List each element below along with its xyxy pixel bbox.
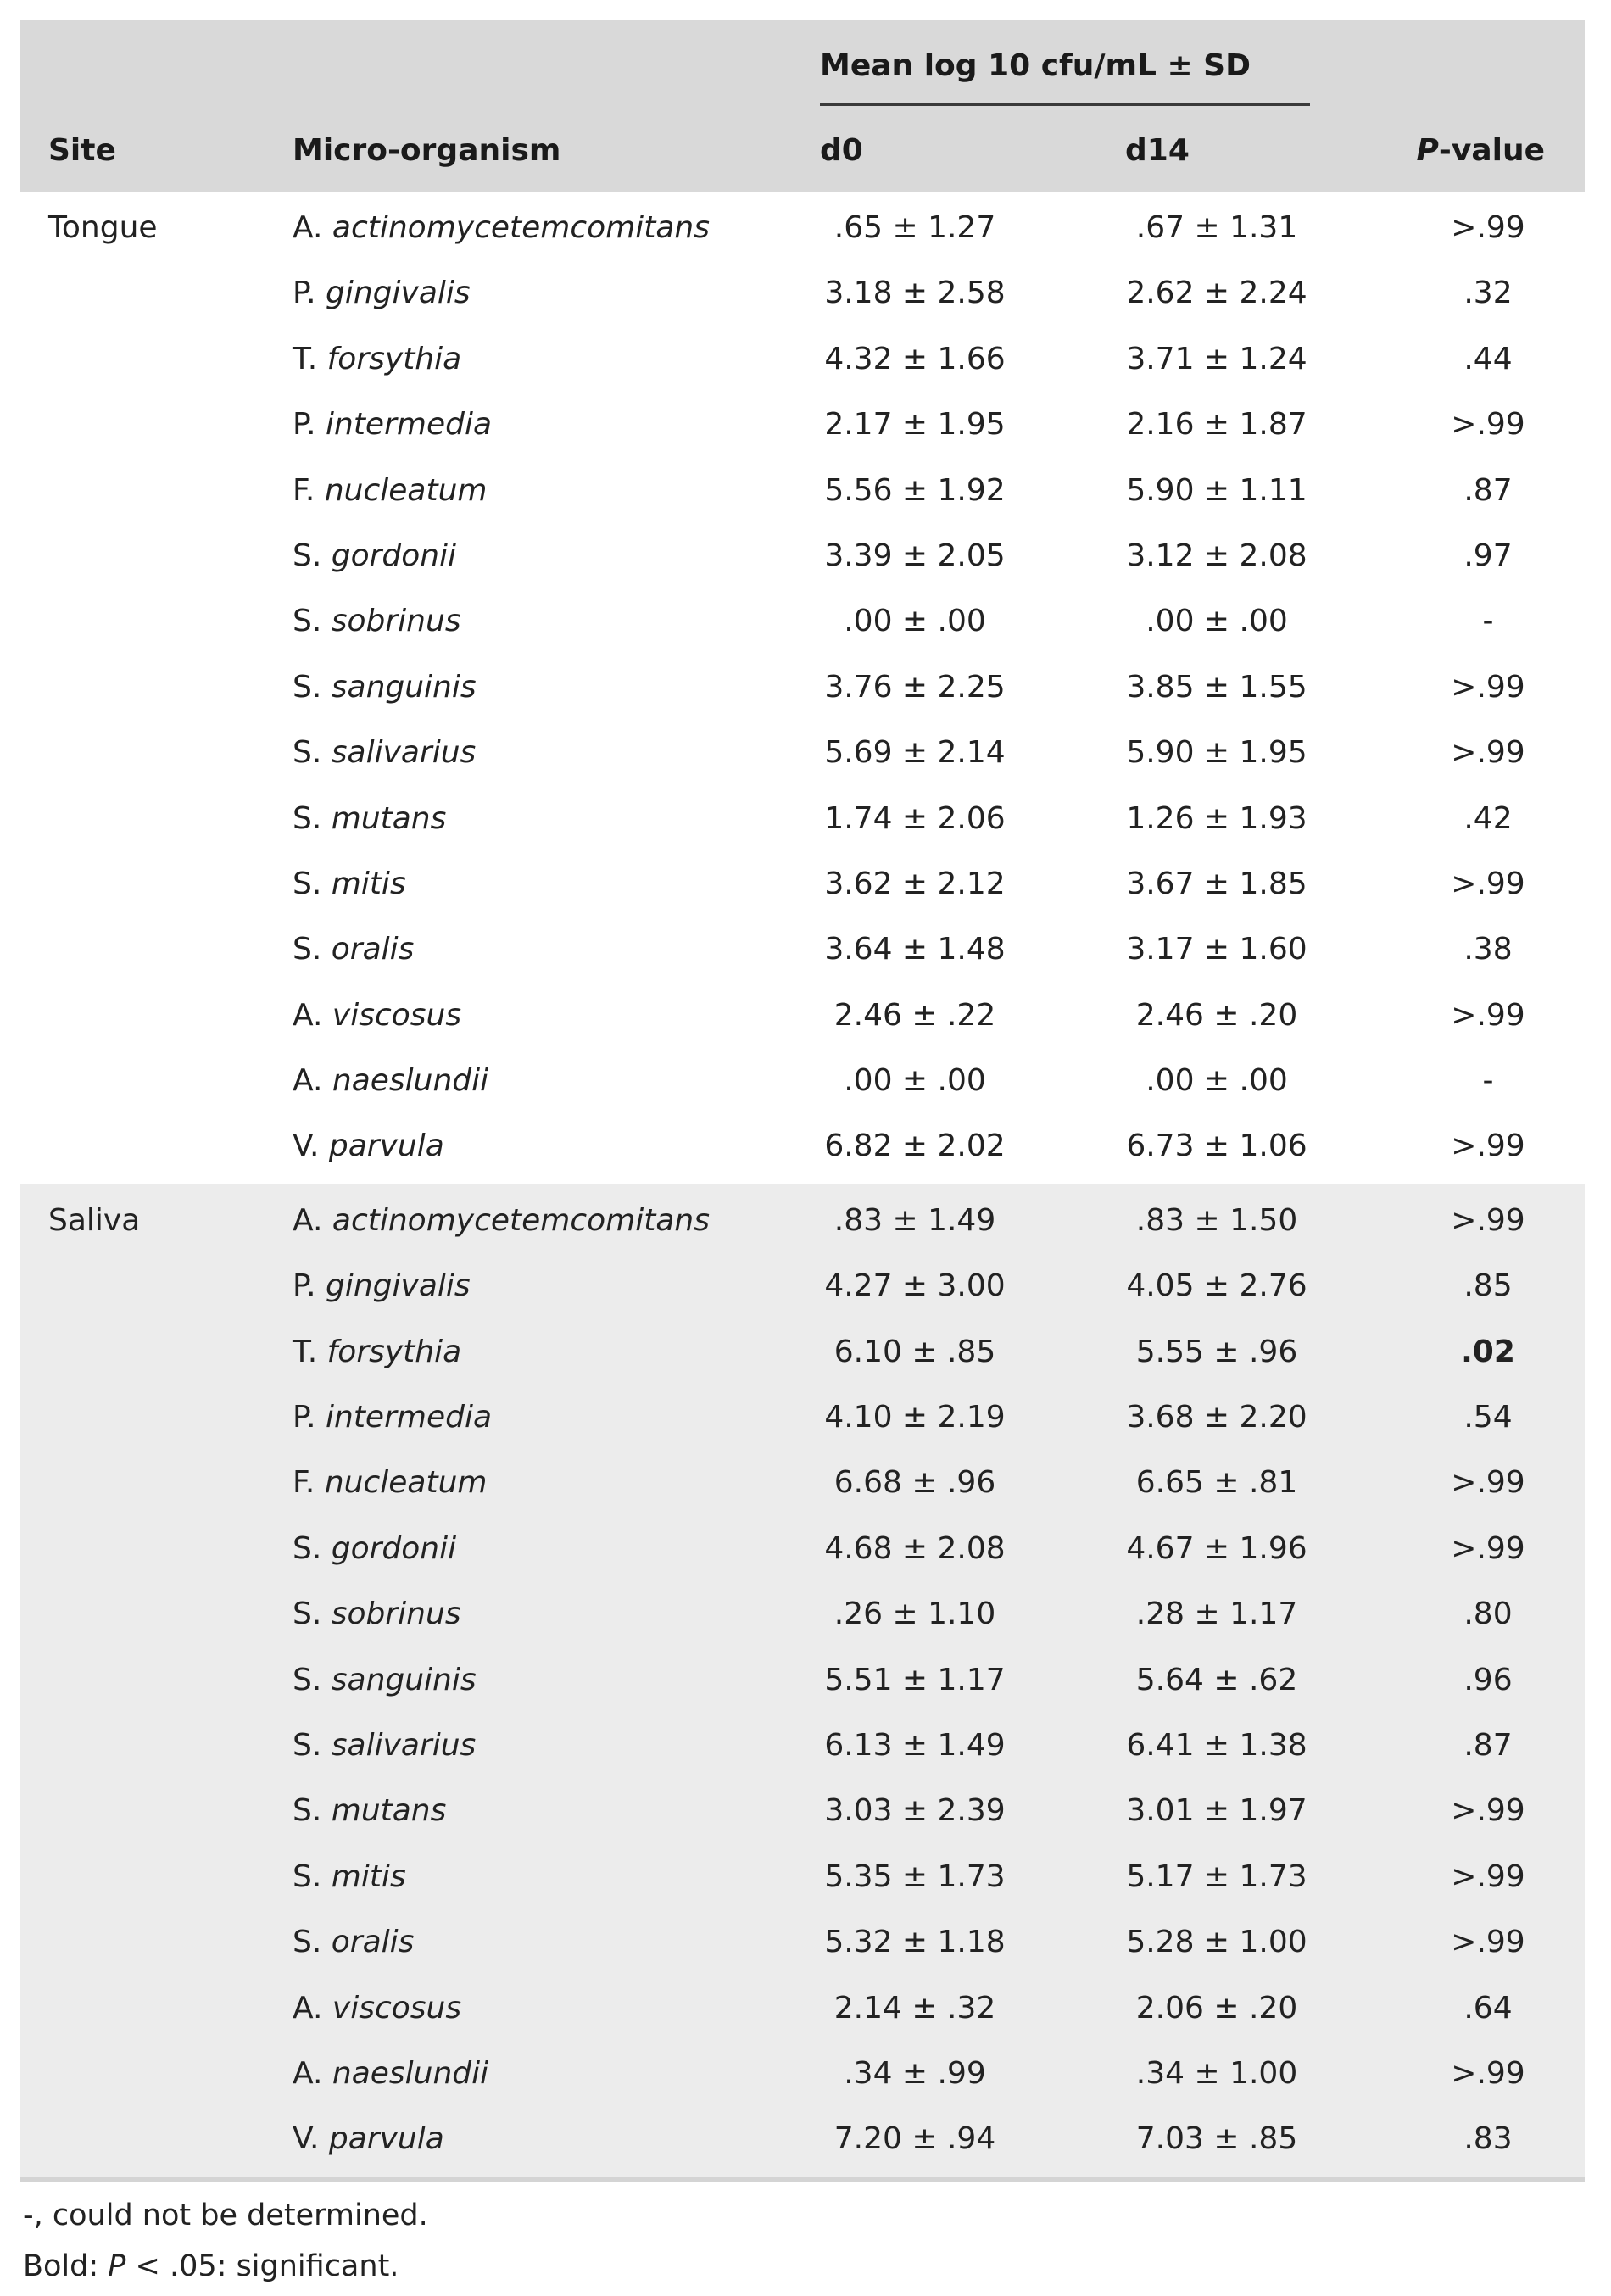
table-row	[20, 2041, 1585, 2106]
p-value: -	[1482, 604, 1494, 639]
species: mutans	[331, 1793, 447, 1829]
header-p-italic: P	[1416, 133, 1439, 168]
p-value: .97	[1463, 538, 1513, 573]
d14-value: 3.67 ± 1.85	[1126, 866, 1307, 901]
d14-value: 3.71 ± 1.24	[1126, 341, 1307, 376]
d0-value: 6.68 ± .96	[833, 1465, 996, 1501]
header-mean-group: Mean log 10 cfu/mL ± SD	[820, 48, 1251, 83]
micro-organism-cell	[293, 1450, 487, 1515]
genus: V.	[293, 2121, 320, 2157]
d0-value: 4.32 ± 1.66	[824, 341, 1006, 376]
header-group-rule	[820, 103, 1310, 106]
d0-value: 5.69 ± 2.14	[824, 735, 1006, 771]
p-value: >.99	[1451, 2055, 1525, 2091]
d14-value: 1.26 ± 1.93	[1126, 800, 1307, 836]
p-value: .02	[1461, 1334, 1515, 1369]
table-row	[20, 655, 1585, 720]
genus: P.	[293, 1268, 316, 1304]
header-p-value	[1417, 132, 1545, 170]
d0-value: 3.76 ± 2.25	[824, 669, 1006, 705]
d14-value: 3.17 ± 1.60	[1126, 932, 1307, 967]
species: parvula	[328, 1128, 444, 1164]
footnote-bold-prefix: Bold:	[23, 2249, 109, 2283]
micro-organism-cell	[293, 1581, 461, 1647]
species: parvula	[328, 2121, 444, 2157]
genus: A.	[293, 1990, 323, 2026]
micro-organism-cell	[293, 1253, 471, 1318]
p-value: >.99	[1451, 1925, 1525, 1960]
species: oralis	[331, 932, 415, 967]
d14-value: 4.05 ± 2.76	[1126, 1268, 1307, 1304]
d14-value: 2.46 ± .20	[1135, 997, 1298, 1033]
species: gingivalis	[326, 276, 471, 311]
micro-organism-cell	[293, 195, 710, 260]
micro-organism-cell	[293, 1909, 414, 1975]
p-value: >.99	[1451, 1465, 1525, 1501]
species: salivarius	[331, 1727, 477, 1763]
p-value: .87	[1463, 472, 1513, 508]
micro-organism-cell	[293, 1048, 488, 1113]
table-row	[20, 1319, 1585, 1385]
species: forsythia	[326, 1334, 462, 1369]
d14-value: .00 ± .00	[1146, 604, 1288, 639]
table-row	[20, 1188, 1585, 1253]
table-row	[20, 786, 1585, 851]
d0-value: 4.27 ± 3.00	[824, 1268, 1006, 1304]
p-value: .80	[1463, 1597, 1513, 1632]
table-row	[20, 1647, 1585, 1713]
genus: F.	[293, 1465, 315, 1501]
micro-organism-cell	[293, 2041, 488, 2106]
species: salivarius	[331, 735, 477, 771]
genus: S.	[293, 932, 322, 967]
footnote-significance	[23, 2241, 428, 2292]
species: mitis	[331, 866, 406, 901]
micro-organism-cell	[293, 1844, 406, 1909]
table-row	[20, 1844, 1585, 1909]
species: naeslundii	[332, 1063, 489, 1099]
p-value: -	[1482, 1063, 1494, 1099]
table-row	[20, 1976, 1585, 2041]
d0-value: .26 ± 1.10	[833, 1597, 996, 1632]
table-row	[20, 2106, 1585, 2171]
d14-value: .28 ± 1.17	[1135, 1597, 1298, 1632]
d0-value: 7.20 ± .94	[833, 2121, 996, 2157]
table-row	[20, 1909, 1585, 1975]
species: nucleatum	[324, 1465, 488, 1501]
d14-value: 3.68 ± 2.20	[1126, 1400, 1307, 1435]
species: oralis	[331, 1925, 415, 1960]
genus: S.	[293, 1530, 322, 1566]
species: forsythia	[326, 341, 462, 376]
d0-value: 5.51 ± 1.17	[824, 1662, 1006, 1697]
micro-organism-cell	[293, 588, 461, 654]
genus: V.	[293, 1128, 320, 1164]
d14-value: 5.17 ± 1.73	[1126, 1859, 1307, 1894]
p-value: >.99	[1451, 866, 1525, 901]
table-row	[20, 851, 1585, 917]
table-row	[20, 1581, 1585, 1647]
p-value: >.99	[1451, 1793, 1525, 1829]
p-value: >.99	[1451, 1202, 1525, 1238]
micro-organism-cell	[293, 2106, 444, 2171]
species: nucleatum	[324, 472, 488, 508]
genus: T.	[293, 341, 318, 376]
p-value: .87	[1463, 1727, 1513, 1763]
micro-organism-cell	[293, 720, 476, 785]
micro-organism-cell	[293, 983, 461, 1048]
d14-value: 5.90 ± 1.11	[1126, 472, 1307, 508]
table-footnotes	[23, 2190, 428, 2292]
micro-organism-cell	[293, 786, 446, 851]
species: viscosus	[332, 997, 462, 1033]
genus: S.	[293, 1925, 322, 1960]
genus: F.	[293, 472, 315, 508]
micro-organism-cell	[293, 1113, 444, 1179]
p-value: >.99	[1451, 997, 1525, 1033]
d14-value: .00 ± .00	[1146, 1063, 1288, 1099]
d0-value: 3.03 ± 2.39	[824, 1793, 1006, 1829]
d14-value: 2.16 ± 1.87	[1126, 407, 1307, 443]
species: viscosus	[332, 1990, 462, 2026]
micro-organism-cell	[293, 1976, 461, 2041]
p-value: >.99	[1451, 1859, 1525, 1894]
d0-value: 3.18 ± 2.58	[824, 276, 1006, 311]
species: sobrinus	[331, 1597, 461, 1632]
d14-value: 7.03 ± .85	[1135, 2121, 1298, 2157]
micro-organism-cell	[293, 458, 487, 523]
d14-value: 6.73 ± 1.06	[1126, 1128, 1307, 1164]
species: intermedia	[326, 407, 493, 443]
micro-organism-cell	[293, 1713, 476, 1778]
p-value: .54	[1463, 1400, 1513, 1435]
d14-value: 2.06 ± .20	[1135, 1990, 1298, 2026]
d14-value: 3.85 ± 1.55	[1126, 669, 1307, 705]
species: mutans	[331, 800, 447, 836]
table-row	[20, 458, 1585, 523]
footnote-undetermined: -, could not be determined.	[23, 2198, 428, 2232]
d0-value: 6.10 ± .85	[833, 1334, 996, 1369]
genus: A.	[293, 997, 323, 1033]
table-row	[20, 1450, 1585, 1515]
genus: P.	[293, 407, 316, 443]
species: gingivalis	[326, 1268, 471, 1304]
d0-value: 5.56 ± 1.92	[824, 472, 1006, 508]
header-micro-organism: Micro-organism	[293, 133, 561, 168]
genus: P.	[293, 276, 316, 311]
d0-value: .00 ± .00	[844, 604, 986, 639]
d14-value: 5.55 ± .96	[1135, 1334, 1298, 1369]
species: mitis	[331, 1859, 406, 1894]
table-row	[20, 1713, 1585, 1778]
d0-value: 2.17 ± 1.95	[824, 407, 1006, 443]
d0-value: 3.62 ± 2.12	[824, 866, 1006, 901]
genus: A.	[293, 1202, 323, 1238]
p-value: >.99	[1451, 1530, 1525, 1566]
table-row	[20, 195, 1585, 260]
genus: S.	[293, 604, 322, 639]
table-row	[20, 326, 1585, 392]
p-value: .96	[1463, 1662, 1513, 1697]
d14-value: .34 ± 1.00	[1135, 2055, 1298, 2091]
micro-organism-cell	[293, 917, 414, 982]
d0-value: 6.13 ± 1.49	[824, 1727, 1006, 1763]
table-row	[20, 983, 1585, 1048]
micro-organism-cell	[293, 1778, 446, 1843]
d0-value: 4.10 ± 2.19	[824, 1400, 1006, 1435]
genus: S.	[293, 538, 322, 573]
species: naeslundii	[332, 2055, 489, 2091]
genus: A.	[293, 210, 323, 245]
d0-value: .34 ± .99	[844, 2055, 986, 2091]
table-row	[20, 1385, 1585, 1450]
species: sanguinis	[331, 1662, 477, 1697]
genus: S.	[293, 1793, 322, 1829]
table-row	[20, 720, 1585, 785]
p-value: .32	[1463, 276, 1513, 311]
p-value: .44	[1463, 341, 1513, 376]
genus: T.	[293, 1334, 318, 1369]
p-value: .42	[1463, 800, 1513, 836]
site-cell: Saliva	[48, 1202, 141, 1238]
species: gordonii	[331, 538, 457, 573]
micro-organism-cell	[293, 392, 492, 457]
table-row	[20, 1048, 1585, 1113]
genus: S.	[293, 1859, 322, 1894]
p-value: >.99	[1451, 669, 1525, 705]
micro-organism-cell	[293, 1647, 477, 1713]
d14-value: 6.41 ± 1.38	[1126, 1727, 1307, 1763]
d14-value: 3.12 ± 2.08	[1126, 538, 1307, 573]
results-table	[20, 20, 1585, 2182]
genus: A.	[293, 1063, 323, 1099]
d0-value: 5.32 ± 1.18	[824, 1925, 1006, 1960]
table-row	[20, 1516, 1585, 1581]
p-value: >.99	[1451, 735, 1525, 771]
species: intermedia	[326, 1400, 493, 1435]
d0-value: .65 ± 1.27	[833, 210, 996, 245]
micro-organism-cell	[293, 1319, 461, 1385]
genus: S.	[293, 866, 322, 901]
p-value: >.99	[1451, 210, 1525, 245]
species: sanguinis	[331, 669, 477, 705]
table-row	[20, 917, 1585, 982]
genus: P.	[293, 1400, 316, 1435]
d0-value: 3.64 ± 1.48	[824, 932, 1006, 967]
p-value: .85	[1463, 1268, 1513, 1304]
species: gordonii	[331, 1530, 457, 1566]
p-value: .64	[1463, 1990, 1513, 2026]
table-row	[20, 1253, 1585, 1318]
group-tongue	[20, 192, 1585, 1184]
table-header	[20, 20, 1585, 192]
micro-organism-cell	[293, 260, 471, 326]
genus: S.	[293, 669, 322, 705]
table-row	[20, 523, 1585, 588]
header-d14: d14	[1125, 133, 1190, 168]
d0-value: .00 ± .00	[844, 1063, 986, 1099]
genus: A.	[293, 2055, 323, 2091]
genus: S.	[293, 1597, 322, 1632]
genus: S.	[293, 800, 322, 836]
genus: S.	[293, 1662, 322, 1697]
d0-value: 2.14 ± .32	[833, 1990, 996, 2026]
table-row	[20, 588, 1585, 654]
header-p-rest: -value	[1438, 133, 1545, 168]
d14-value: .83 ± 1.50	[1135, 1202, 1298, 1238]
d14-value: 5.28 ± 1.00	[1126, 1925, 1307, 1960]
table-body	[20, 192, 1585, 2182]
d14-value: 4.67 ± 1.96	[1126, 1530, 1307, 1566]
d14-value: .67 ± 1.31	[1135, 210, 1298, 245]
table-row	[20, 1778, 1585, 1843]
species: sobrinus	[331, 604, 461, 639]
d14-value: 6.65 ± .81	[1135, 1465, 1298, 1501]
footnote-p-italic: P	[108, 2249, 126, 2283]
table-row	[20, 392, 1585, 457]
genus: S.	[293, 1727, 322, 1763]
header-d0: d0	[820, 133, 863, 168]
d0-value: .83 ± 1.49	[833, 1202, 996, 1238]
table-row	[20, 260, 1585, 326]
d0-value: 3.39 ± 2.05	[824, 538, 1006, 573]
p-value: .38	[1463, 932, 1513, 967]
genus: S.	[293, 735, 322, 771]
micro-organism-cell	[293, 1188, 710, 1253]
footnote-suffix: < .05: significant.	[125, 2249, 399, 2283]
d0-value: 6.82 ± 2.02	[824, 1128, 1006, 1164]
table-row	[20, 1113, 1585, 1179]
micro-organism-cell	[293, 1516, 456, 1581]
d14-value: 5.90 ± 1.95	[1126, 735, 1307, 771]
d0-value: 4.68 ± 2.08	[824, 1530, 1006, 1566]
species: actinomycetemcomitans	[332, 210, 710, 245]
group-saliva	[20, 1184, 1585, 2182]
p-value: >.99	[1451, 1128, 1525, 1164]
header-site: Site	[48, 133, 116, 168]
micro-organism-cell	[293, 523, 456, 588]
site-cell: Tongue	[48, 210, 158, 245]
d0-value: 1.74 ± 2.06	[824, 800, 1006, 836]
d14-value: 5.64 ± .62	[1135, 1662, 1298, 1697]
p-value: >.99	[1451, 407, 1525, 443]
micro-organism-cell	[293, 326, 461, 392]
p-value: .83	[1463, 2121, 1513, 2157]
micro-organism-cell	[293, 851, 406, 917]
micro-organism-cell	[293, 1385, 492, 1450]
micro-organism-cell	[293, 655, 477, 720]
d14-value: 2.62 ± 2.24	[1126, 276, 1307, 311]
d0-value: 2.46 ± .22	[833, 997, 996, 1033]
d14-value: 3.01 ± 1.97	[1126, 1793, 1307, 1829]
species: actinomycetemcomitans	[332, 1202, 710, 1238]
d0-value: 5.35 ± 1.73	[824, 1859, 1006, 1894]
